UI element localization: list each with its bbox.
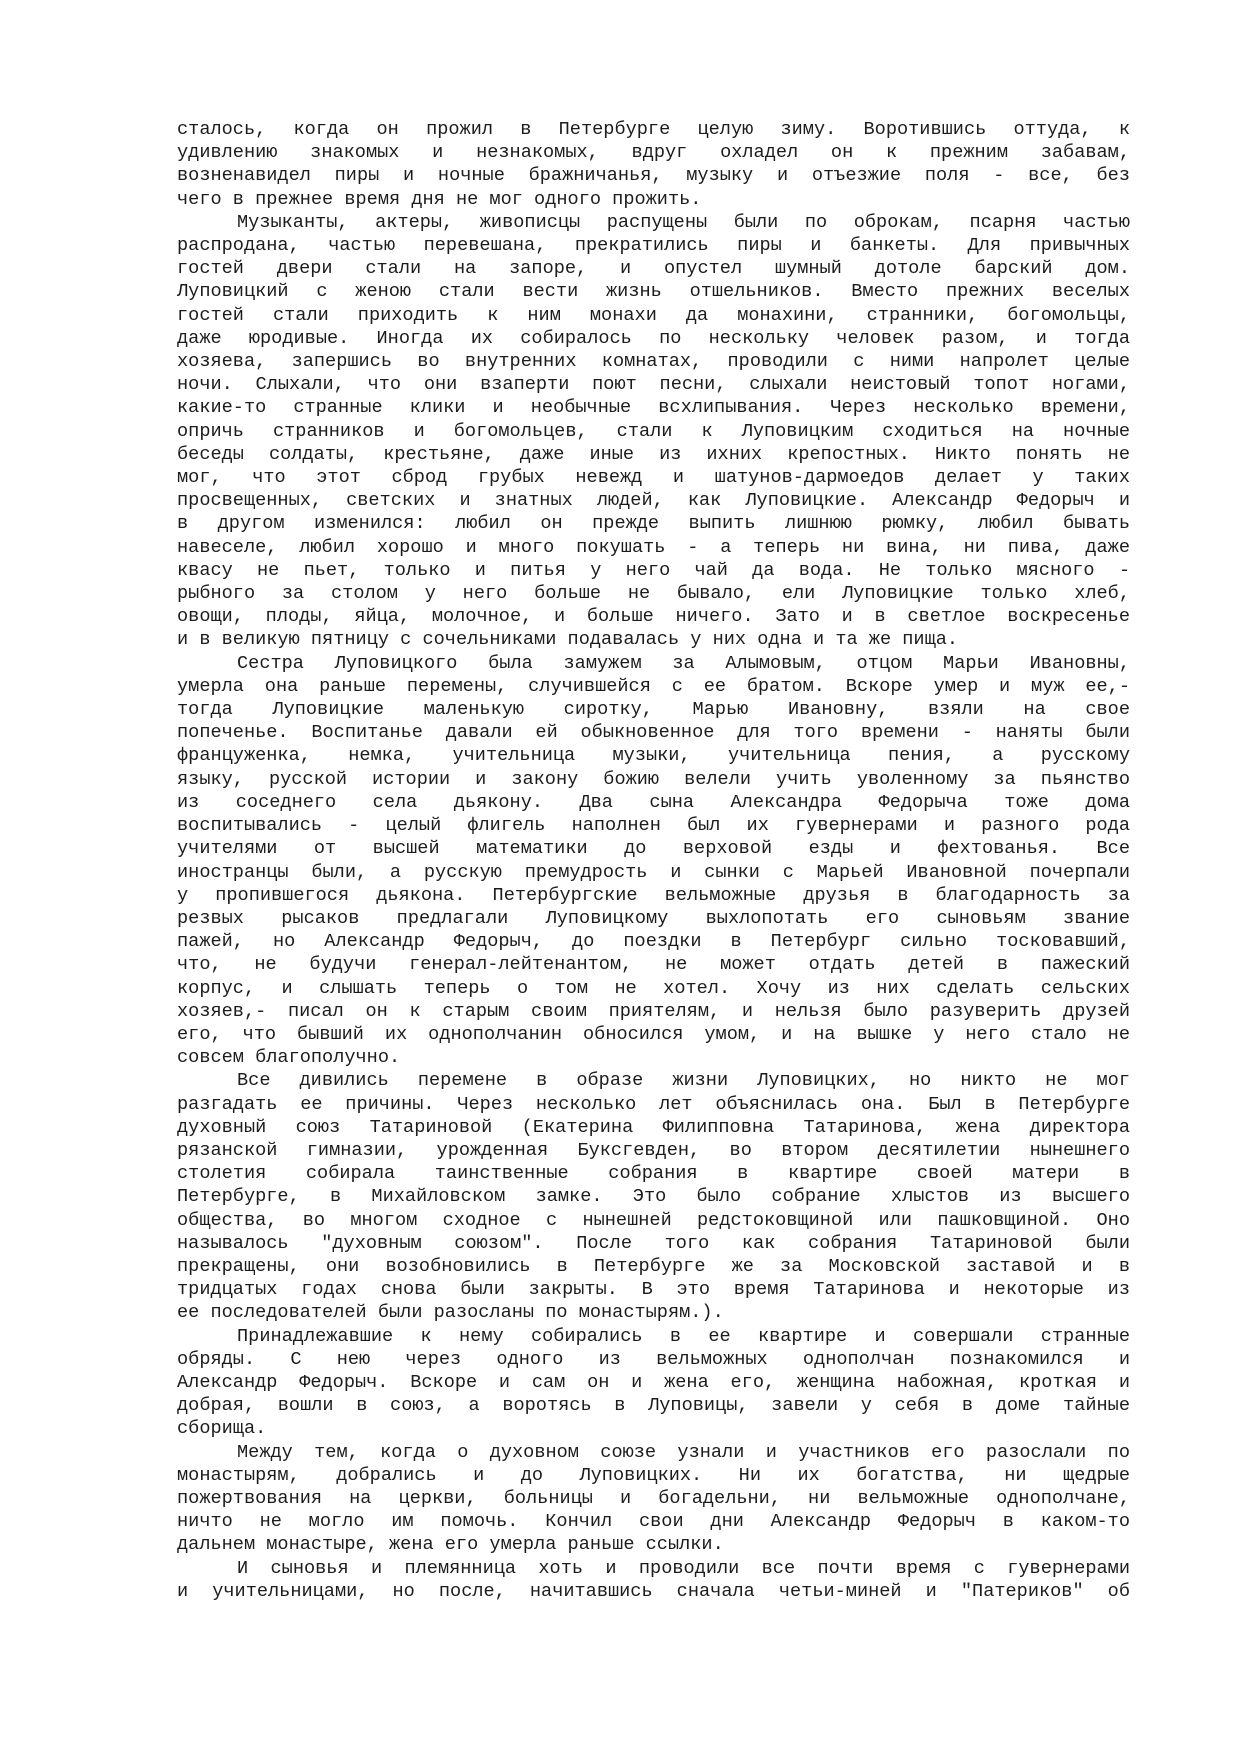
text-line: общества, во многом сходное с нынешней редстоковщиной или пашковщиной. Оно bbox=[177, 1209, 1130, 1231]
paragraph bbox=[177, 1557, 1130, 1603]
text-line: обряды. С нею через одного из вельможных однополчан познакомился и bbox=[177, 1348, 1130, 1370]
text-line: удивлению знакомых и незнакомых, вдруг охладел он к прежним забавам, bbox=[177, 142, 1130, 164]
document-page bbox=[177, 118, 1130, 1603]
text-line: ничто не могло им помочь. Кончил свои дни Александр Федорыч в каком-то bbox=[177, 1511, 1130, 1533]
paragraph bbox=[177, 1441, 1130, 1557]
text-line: разгадать ее причины. Через несколько лет объяснилась она. Был в Петербурге bbox=[177, 1093, 1130, 1115]
text-line: беседы солдаты, крестьяне, даже иные из ихних крепостных. Никто понять не bbox=[177, 443, 1130, 465]
text-line: рыбного за столом у него больше не бывало, ели Луповицкие только хлеб, bbox=[177, 583, 1130, 605]
text-line: Луповицкий с женою стали вести жизнь отшельников. Вместо прежних веселых bbox=[177, 281, 1130, 303]
text-line: попеченье. Воспитанье давали ей обыкновенное для того времени - наняты были bbox=[177, 722, 1130, 744]
text-line: монастырям, добрались и до Луповицких. Ни их богатства, ни щедрые bbox=[177, 1464, 1130, 1486]
text-line: и в великую пятницу с сочельниками подавалась у них одна и та же пища. bbox=[177, 629, 959, 651]
text-line: какие-то странные клики и необычные всхлипывания. Через несколько времени, bbox=[177, 397, 1130, 419]
text-line: пажей, но Александр Федорыч, до поездки в Петербург сильно тосковавший, bbox=[177, 931, 1130, 953]
text-line: возненавидел пиры и ночные бражничанья, музыку и отъезжие поля - все, без bbox=[177, 165, 1130, 187]
text-line: умерла она раньше перемены, случившейся с ее братом. Вскоре умер и муж ее,- bbox=[177, 675, 1130, 697]
text-line: чего в прежнее время дня не мог одного прожить. bbox=[177, 188, 702, 210]
text-line: гостей стали приходить к ним монахи да монахини, странники, богомольцы, bbox=[177, 304, 1130, 326]
text-line: ночи. Слыхали, что они взаперти поют песни, слыхали неистовый топот ногами, bbox=[177, 374, 1130, 396]
text-line: прекращены, они возобновились в Петербурге же за Московской заставой и в bbox=[177, 1255, 1130, 1277]
text-line: француженка, немка, учительница музыки, учительница пения, а русскому bbox=[177, 745, 1130, 767]
text-line: сборища. bbox=[177, 1418, 267, 1440]
text-line: добрая, вошли в союз, а воротясь в Луповицы, завели у себя в доме тайные bbox=[177, 1395, 1130, 1417]
text-line: духовный союз Татариновой (Екатерина Филипповна Татаринова, жена директора bbox=[177, 1116, 1130, 1138]
text-line: языку, русской истории и закону божию велели учить уволенному за пьянство bbox=[177, 768, 1130, 790]
paragraph bbox=[177, 118, 1130, 211]
paragraph bbox=[177, 1069, 1130, 1324]
text-line: квасу не пьет, только и питья у него чай да вода. Не только мясного - bbox=[177, 559, 1130, 581]
text-line: иностранцы были, а русскую премудрость и сынки с Марьей Ивановной почерпали bbox=[177, 861, 1130, 883]
text-line: резвых рысаков предлагали Луповицкому выхлопотать его сыновьям звание bbox=[177, 907, 1130, 929]
text-line: воспитывались - целый флигель наполнен был их гувернерами и разного рода bbox=[177, 815, 1130, 837]
text-line: рязанской гимназии, урожденная Буксгевден, во втором десятилетии нынешнего bbox=[177, 1139, 1130, 1161]
text-line: Принадлежавшие к нему собирались в ее квартире и совершали странные bbox=[237, 1325, 1130, 1347]
text-line: учителями от высшей математики до верховой езды и фехтованья. Все bbox=[177, 838, 1130, 860]
text-line: тридцатых годах снова были закрыты. В это время Татаринова и некоторые из bbox=[177, 1279, 1130, 1301]
text-line: корпус, и слышать теперь о том не хотел. Хочу из них сделать сельских bbox=[177, 977, 1130, 999]
text-line: гостей двери стали на запоре, и опустел шумный дотоле барский дом. bbox=[177, 258, 1130, 280]
text-line: и учительницами, но после, начитавшись сначала четьи-миней и "Патериков" об bbox=[177, 1580, 1130, 1602]
text-line: ее последователей были разосланы по монастырям.). bbox=[177, 1302, 724, 1324]
paragraph bbox=[177, 652, 1130, 1070]
text-line: его, что бывший их однополчанин обносился умом, и на вышке у него стало не bbox=[177, 1023, 1130, 1045]
text-line: овощи, плоды, яйца, молочное, и больше ничего. Зато и в светлое воскресенье bbox=[177, 606, 1130, 628]
text-line: Музыканты, актеры, живописцы распущены были по оброкам, псарня частью bbox=[237, 211, 1130, 233]
text-line: Сестра Луповицкого была замужем за Алымовым, отцом Марьи Ивановны, bbox=[237, 652, 1130, 674]
text-line: навеселе, любил хорошо и много покушать - а теперь ни вина, ни пива, даже bbox=[177, 536, 1130, 558]
text-line: называлось "духовным союзом". После того как собрания Татариновой были bbox=[177, 1232, 1130, 1254]
paragraph bbox=[177, 211, 1130, 652]
text-line: хозяева, запершись во внутренних комнатах, проводили с ними напролет целые bbox=[177, 351, 1130, 373]
text-line: у пропившегося дьякона. Петербургские вельможные друзья в благодарность за bbox=[177, 884, 1130, 906]
text-line: пожертвования на церкви, больницы и богадельни, ни вельможные однополчане, bbox=[177, 1487, 1130, 1509]
text-line: распродана, частью перевешана, прекратились пиры и банкеты. Для привычных bbox=[177, 235, 1130, 257]
paragraph bbox=[177, 1325, 1130, 1441]
text-line: Все дивились перемене в образе жизни Луповицких, но никто не мог bbox=[237, 1070, 1130, 1092]
text-line: дальнем монастыре, жена его умерла раньше ссылки. bbox=[177, 1534, 724, 1556]
text-line: из соседнего села дьякону. Два сына Александра Федорыча тоже дома bbox=[177, 791, 1130, 813]
text-line: мог, что этот сброд грубых невежд и шатунов-дармоедов делает у таких bbox=[177, 467, 1130, 489]
text-line: Александр Федорыч. Вскоре и сам он и жена его, женщина набожная, кроткая и bbox=[177, 1371, 1130, 1393]
text-line: в другом изменился: любил он прежде выпить лишнюю рюмку, любил бывать bbox=[177, 513, 1130, 535]
text-line: Петербурге, в Михайловском замке. Это было собрание хлыстов из высшего bbox=[177, 1186, 1130, 1208]
text-line: хозяев,- писал он к старым своим приятелям, и нельзя было разуверить друзей bbox=[177, 1000, 1130, 1022]
text-line: опричь странников и богомольцев, стали к Луповицким сходиться на ночные bbox=[177, 420, 1130, 442]
text-line: сталось, когда он прожил в Петербурге целую зиму. Воротившись оттуда, к bbox=[177, 119, 1130, 140]
text-line: что, не будучи генерал-лейтенантом, не может отдать детей в пажеский bbox=[177, 954, 1130, 976]
text-line: совсем благополучно. bbox=[177, 1047, 401, 1069]
text-line: даже юродивые. Иногда их собиралось по нескольку человек разом, и тогда bbox=[177, 327, 1130, 349]
text-line: Между тем, когда о духовном союзе узнали и участников его разослали по bbox=[237, 1441, 1130, 1463]
text-line: тогда Луповицкие маленькую сиротку, Марью Ивановну, взяли на свое bbox=[177, 699, 1130, 721]
text-line: столетия собирала таинственные собрания в квартире своей матери в bbox=[177, 1163, 1130, 1185]
text-line: И сыновья и племянница хоть и проводили все почти время с гувернерами bbox=[237, 1557, 1130, 1579]
text-line: просвещенных, светских и знатных людей, как Луповицкие. Александр Федорыч и bbox=[177, 490, 1130, 512]
